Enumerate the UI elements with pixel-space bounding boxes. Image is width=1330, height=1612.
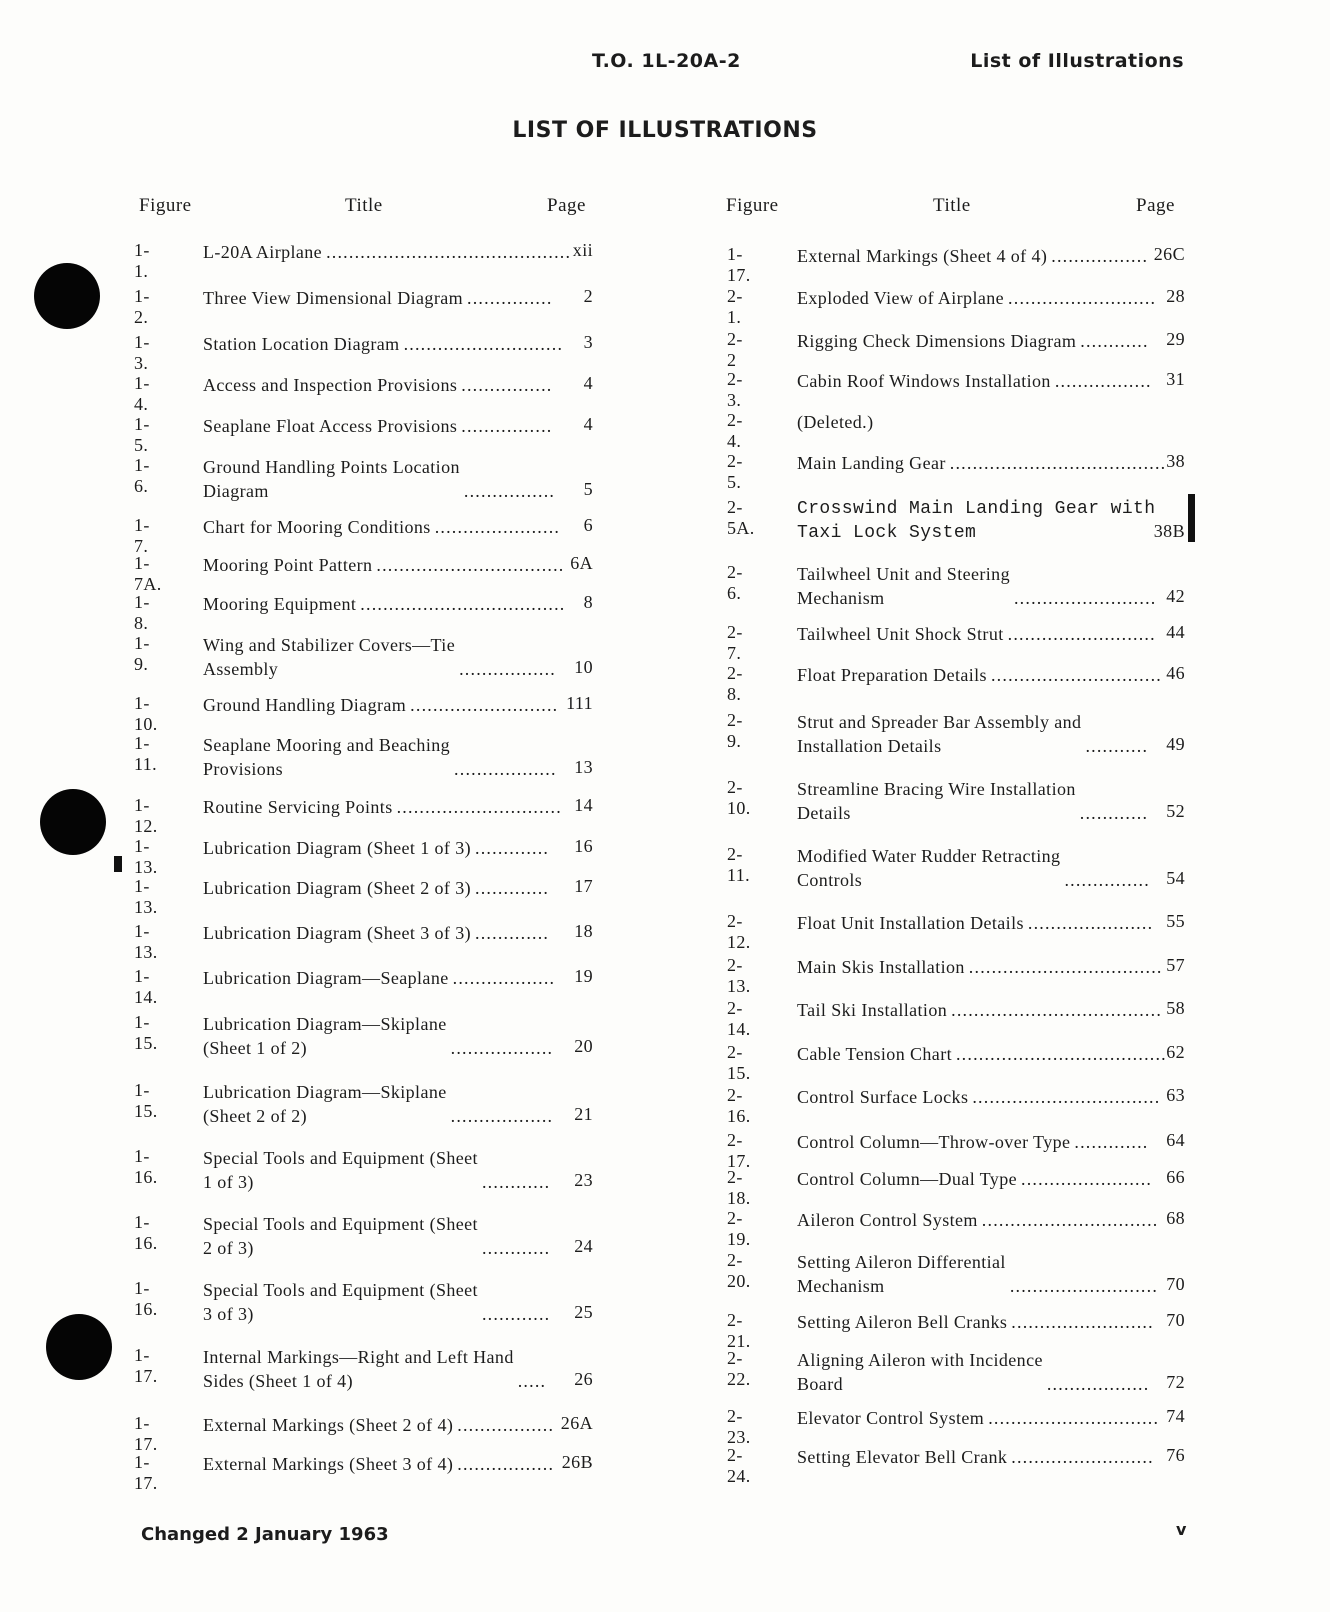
figure-number: 1-13. — [134, 921, 158, 962]
page-ref: 66 — [1166, 1167, 1185, 1187]
figure-number: 1-7. — [134, 515, 150, 556]
figure-number: 2-22. — [727, 1348, 751, 1389]
leader-dots: ............................... — [981, 1210, 1159, 1230]
figure-title-line: Lubrication Diagram—Skiplane — [203, 1082, 447, 1102]
figure-title-line: Special Tools and Equipment (Sheet — [203, 1280, 478, 1300]
change-bar-left — [114, 856, 122, 872]
page-ref: 68 — [1166, 1208, 1185, 1228]
page-ref: 5 — [583, 479, 593, 499]
figure-title-line: Seaplane Float Access Provisions — [203, 416, 458, 436]
page-ref: 6 — [583, 515, 593, 535]
leader-dots: .......................... — [1009, 1276, 1159, 1296]
figure-title-line: Setting Aileron Bell Cranks — [797, 1312, 1008, 1332]
figure-number: 1-7A. — [134, 553, 162, 594]
figure-number: 1-12. — [134, 795, 158, 836]
figure-title-line: Elevator Control System — [797, 1408, 985, 1428]
punch-hole-top — [34, 263, 100, 329]
figure-number: 2-8. — [727, 663, 743, 704]
page-ref: 21 — [574, 1104, 593, 1124]
figure-title-line: 1 of 3) — [203, 1172, 254, 1192]
section-name: List of Illustrations — [970, 50, 1184, 72]
figure-title-line: Aileron Control System — [797, 1210, 978, 1230]
figure-title-line: Setting Aileron Differential — [797, 1252, 1006, 1272]
figure-number: 2-19. — [727, 1208, 751, 1249]
leader-dots: .......................... — [1008, 288, 1157, 308]
figure-title-line: Installation Details — [797, 736, 942, 756]
figure-title-line: Lubrication Diagram (Sheet 1 of 3) — [203, 838, 472, 858]
leader-dots: .......................... — [1007, 624, 1156, 644]
page-ref: 74 — [1166, 1406, 1185, 1426]
figure-title-line: Mooring Point Pattern — [203, 555, 373, 575]
figure-title-line: Seaplane Mooring and Beaching — [203, 735, 451, 755]
leader-dots: ................. — [1051, 246, 1149, 266]
figure-number: 2-3. — [727, 369, 743, 410]
page-ref: 44 — [1166, 622, 1185, 642]
page-ref: 6A — [570, 553, 593, 573]
leader-dots: ......................... — [1013, 588, 1157, 608]
figure-title-line: (Sheet 2 of 2) — [203, 1106, 308, 1126]
page-number: v — [1176, 1520, 1187, 1539]
leader-dots: .................. — [450, 1106, 554, 1126]
page-ref: 2 — [583, 286, 593, 306]
figure-title-line: Lubrication Diagram (Sheet 2 of 3) — [203, 878, 472, 898]
figure-number: 1-17. — [134, 1413, 158, 1454]
leader-dots: .............................. — [990, 665, 1162, 685]
figure-number: 1-9. — [134, 633, 150, 674]
leader-dots: ................ — [463, 481, 556, 501]
leader-dots: .................. — [454, 759, 557, 779]
figure-title-line: Strut and Spreader Bar Assembly and — [797, 712, 1082, 732]
leader-dots: ................. — [457, 1454, 555, 1474]
figure-number: 1-16. — [134, 1212, 158, 1253]
figure-number: 1-16. — [134, 1278, 158, 1319]
leader-dots: ...................... — [434, 517, 561, 537]
figure-title-line: Main Skis Installation — [797, 957, 965, 977]
figure-title-line: External Markings (Sheet 4 of 4) — [797, 246, 1048, 266]
leader-dots: ............ — [481, 1172, 551, 1192]
figure-title-line: Routine Servicing Points — [203, 797, 393, 817]
leader-dots: ......................... — [1011, 1447, 1154, 1467]
leader-dots: ............................. — [396, 797, 562, 817]
figure-number: 1-8. — [134, 592, 150, 633]
page-ref: 46 — [1166, 663, 1185, 683]
figure-number: 2-23. — [727, 1406, 751, 1447]
page-ref: 18 — [574, 921, 593, 941]
leader-dots: ............... — [1064, 870, 1150, 890]
page-ref: 49 — [1166, 734, 1185, 754]
page-ref: 55 — [1166, 911, 1185, 931]
leader-dots: .................. — [450, 1038, 554, 1058]
figure-number: 1-11. — [134, 733, 158, 774]
figure-number: 1-13. — [134, 836, 158, 877]
page-ref: 64 — [1166, 1130, 1185, 1150]
figure-number: 2-20. — [727, 1250, 751, 1291]
page-ref: 23 — [574, 1170, 593, 1190]
leader-dots: .................................. — [968, 957, 1163, 977]
leader-dots: ............ — [481, 1304, 551, 1324]
figure-title-line: Lubrication Diagram—Skiplane — [203, 1014, 447, 1034]
figure-title-line: Sides (Sheet 1 of 4) — [203, 1371, 353, 1391]
leader-dots: .......................... — [410, 695, 559, 715]
leader-dots: .............................. — [988, 1408, 1160, 1428]
figure-number: 2-10. — [727, 777, 751, 818]
figure-title-line: (Sheet 1 of 2) — [203, 1038, 308, 1058]
figure-title-line: Lubrication Diagram—Seaplane — [203, 968, 449, 988]
right-column-header-title: Title — [933, 195, 971, 216]
page-ref: 111 — [566, 693, 593, 713]
figure-title-line: Three View Dimensional Diagram — [203, 288, 464, 308]
figure-number: 1-15. — [134, 1080, 158, 1121]
figure-title-line: Control Column—Throw-over Type — [797, 1132, 1071, 1152]
figure-title-line: Control Column—Dual Type — [797, 1169, 1018, 1189]
leader-dots: .................. — [452, 968, 556, 988]
page-ref: 52 — [1166, 801, 1185, 821]
figure-title-line: Ground Handling Diagram — [203, 695, 407, 715]
page-ref: 17 — [574, 876, 593, 896]
page-ref: 72 — [1166, 1372, 1185, 1392]
figure-title-line: External Markings (Sheet 3 of 4) — [203, 1454, 454, 1474]
leader-dots: ..... — [517, 1371, 547, 1391]
leader-dots: ................. — [1054, 371, 1152, 391]
figure-title-line: Access and Inspection Provisions — [203, 375, 458, 395]
figure-number: 2-12. — [727, 911, 751, 952]
figure-number: 2-1. — [727, 286, 743, 327]
figure-number: 2-2 — [727, 329, 743, 370]
page-ref: 3 — [583, 332, 593, 352]
page-ref: 24 — [574, 1236, 593, 1256]
page-ref: 10 — [574, 657, 593, 677]
leader-dots: ................. — [457, 1415, 555, 1435]
page-ref: 13 — [574, 757, 593, 777]
figure-number: 2-5A. — [727, 497, 755, 538]
figure-number: 1-1. — [134, 240, 150, 281]
page-ref: 70 — [1166, 1274, 1185, 1294]
leader-dots: .................. — [1046, 1374, 1150, 1394]
page-ref: 54 — [1166, 868, 1185, 888]
figure-title-line: Mooring Equipment — [203, 594, 357, 614]
page-ref: 76 — [1166, 1445, 1185, 1465]
leader-dots: ................................. — [972, 1087, 1161, 1107]
leader-dots: ................. — [459, 659, 556, 679]
page-ref: 26 — [574, 1369, 593, 1389]
figure-number: 1-16. — [134, 1146, 158, 1187]
page-title: LIST OF ILLUSTRATIONS — [512, 118, 818, 143]
figure-number: 1-13. — [134, 876, 158, 917]
figure-number: 1-14. — [134, 966, 158, 1007]
page-ref: 26C — [1153, 244, 1185, 264]
page-ref: 20 — [574, 1036, 593, 1056]
change-bar-right — [1188, 494, 1195, 542]
page-ref: 16 — [574, 836, 593, 856]
figure-title-line: Assembly — [203, 659, 279, 679]
page-ref: 63 — [1166, 1085, 1185, 1105]
page-ref: 31 — [1166, 369, 1185, 389]
right-column-header-page: Page — [1136, 195, 1175, 216]
leader-dots: .................................... — [360, 594, 566, 614]
figure-title-line: Internal Markings—Right and Left Hand — [203, 1347, 514, 1367]
change-date: Changed 2 January 1963 — [141, 1524, 389, 1545]
figure-number: 1-5. — [134, 414, 150, 455]
figure-title-line: Wing and Stabilizer Covers—Tie — [203, 635, 456, 655]
figure-title-line: Controls — [797, 870, 863, 890]
figure-number: 1-17. — [727, 244, 751, 285]
leader-dots: ........... — [1085, 736, 1149, 756]
figure-title-line: Aligning Aileron with Incidence — [797, 1350, 1043, 1370]
figure-number: 2-16. — [727, 1085, 751, 1126]
figure-number: 1-10. — [134, 693, 158, 734]
figure-title-line: Diagram — [203, 481, 269, 501]
left-column-header-title: Title — [345, 195, 383, 216]
right-column-header-figure: Figure — [726, 195, 779, 216]
punch-hole-middle — [40, 789, 106, 855]
leader-dots: ...................... — [1027, 913, 1154, 933]
page-ref: 38B — [1153, 521, 1185, 541]
page-ref: 28 — [1166, 286, 1185, 306]
figure-title-line: Provisions — [203, 759, 284, 779]
page-ref: 26B — [561, 1452, 593, 1472]
leader-dots: ............... — [467, 288, 553, 308]
figure-title-line: L-20A Airplane — [203, 242, 323, 262]
figure-title-line: Mechanism — [797, 1276, 885, 1296]
punch-hole-bottom — [46, 1314, 112, 1380]
figure-title-line: Main Landing Gear — [797, 453, 946, 473]
figure-title-line: Exploded View of Airplane — [797, 288, 1005, 308]
leader-dots: ............................ — [403, 334, 564, 354]
leader-dots: ..................................... — [951, 1000, 1163, 1020]
page-ref: 29 — [1166, 329, 1185, 349]
figure-title-line: Streamline Bracing Wire Installation — [797, 779, 1076, 799]
figure-number: 2-5. — [727, 451, 743, 492]
figure-title-line: Station Location Diagram — [203, 334, 400, 354]
figure-number: 2-13. — [727, 955, 751, 996]
figure-title-line: Float Unit Installation Details — [797, 913, 1024, 933]
leader-dots: ............. — [475, 923, 550, 943]
figure-number: 2-18. — [727, 1167, 751, 1208]
figure-number: 2-15. — [727, 1042, 751, 1083]
figure-number: 2-17. — [727, 1130, 751, 1171]
leader-dots: ....................... — [1021, 1169, 1153, 1189]
figure-title-line: Details — [797, 803, 851, 823]
figure-number: 1-2. — [134, 286, 150, 327]
page-ref: 14 — [574, 795, 593, 815]
leader-dots: ............. — [1074, 1132, 1149, 1152]
figure-title-line: Cable Tension Chart — [797, 1044, 952, 1064]
figure-title-line: Taxi Lock System — [797, 523, 977, 543]
figure-number: 1-15. — [134, 1012, 158, 1053]
leader-dots: ................................. — [376, 555, 565, 575]
figure-number: 2-24. — [727, 1445, 751, 1486]
figure-title-line: Tailwheel Unit Shock Strut — [797, 624, 1004, 644]
page-ref: 57 — [1166, 955, 1185, 975]
figure-title-line: Special Tools and Equipment (Sheet — [203, 1148, 478, 1168]
figure-number: 1-6. — [134, 455, 150, 496]
leader-dots: ................ — [461, 375, 553, 395]
figure-title-line: Crosswind Main Landing Gear with — [797, 499, 1156, 519]
figure-title-line: Float Preparation Details — [797, 665, 987, 685]
figure-title-line: 2 of 3) — [203, 1238, 254, 1258]
page-ref: 70 — [1166, 1310, 1185, 1330]
figure-title-line: Tailwheel Unit and Steering — [797, 564, 1010, 584]
figure-title-line: Cabin Roof Windows Installation — [797, 371, 1051, 391]
figure-title-line: Lubrication Diagram (Sheet 3 of 3) — [203, 923, 472, 943]
figure-title-line: Rigging Check Dimensions Diagram — [797, 331, 1077, 351]
leader-dots: ............ — [1080, 331, 1149, 351]
page-ref: xii — [572, 240, 593, 260]
page-ref: 26A — [560, 1413, 593, 1433]
leader-dots: ............ — [1079, 803, 1149, 823]
figure-number: 2-7. — [727, 622, 743, 663]
figure-title-line: External Markings (Sheet 2 of 4) — [203, 1415, 454, 1435]
leader-dots: ..................................... — [955, 1044, 1167, 1064]
page-ref: 25 — [574, 1302, 593, 1322]
left-column-header-page: Page — [547, 195, 586, 216]
leader-dots: ............. — [475, 838, 550, 858]
figure-number: 2-21. — [727, 1310, 751, 1351]
page-ref: 42 — [1166, 586, 1185, 606]
figure-title-line: Board — [797, 1374, 843, 1394]
figure-number: 2-9. — [727, 710, 743, 751]
page-ref: 4 — [583, 414, 593, 434]
doc-number: T.O. 1L-20A-2 — [592, 50, 741, 72]
page-ref: 19 — [574, 966, 593, 986]
figure-number: 1-17. — [134, 1452, 158, 1493]
leader-dots: ........................................... — [326, 242, 572, 262]
figure-title-line: 3 of 3) — [203, 1304, 254, 1324]
page-ref: 62 — [1166, 1042, 1185, 1062]
leader-dots: ......................... — [1011, 1312, 1154, 1332]
figure-title-line: Special Tools and Equipment (Sheet — [203, 1214, 478, 1234]
figure-title-line: Modified Water Rudder Retracting — [797, 846, 1061, 866]
figure-title-line: Tail Ski Installation — [797, 1000, 948, 1020]
leader-dots: ...................................... — [949, 453, 1167, 473]
figure-number: 2-4. — [727, 410, 743, 451]
figure-number: 2-6. — [727, 562, 743, 603]
leader-dots: ............. — [475, 878, 550, 898]
figure-number: 2-11. — [727, 844, 751, 885]
leader-dots: ................ — [461, 416, 553, 436]
figure-number: 1-17. — [134, 1345, 158, 1386]
figure-title-line: Control Surface Locks — [797, 1087, 969, 1107]
figure-number: 1-3. — [134, 332, 150, 373]
figure-title-line: Mechanism — [797, 588, 885, 608]
leader-dots: ............ — [481, 1238, 551, 1258]
figure-title-line: Chart for Mooring Conditions — [203, 517, 431, 537]
figure-number: 2-14. — [727, 998, 751, 1039]
figure-number: 1-4. — [134, 373, 150, 414]
figure-title-line: (Deleted.) — [797, 412, 874, 432]
left-column-header-figure: Figure — [139, 195, 192, 216]
figure-title-line: Setting Elevator Bell Crank — [797, 1447, 1008, 1467]
page-ref: 58 — [1166, 998, 1185, 1018]
page-ref: 38 — [1166, 451, 1185, 471]
page-ref: 8 — [583, 592, 593, 612]
figure-title-line: Ground Handling Points Location — [203, 457, 460, 477]
page-ref: 4 — [583, 373, 593, 393]
